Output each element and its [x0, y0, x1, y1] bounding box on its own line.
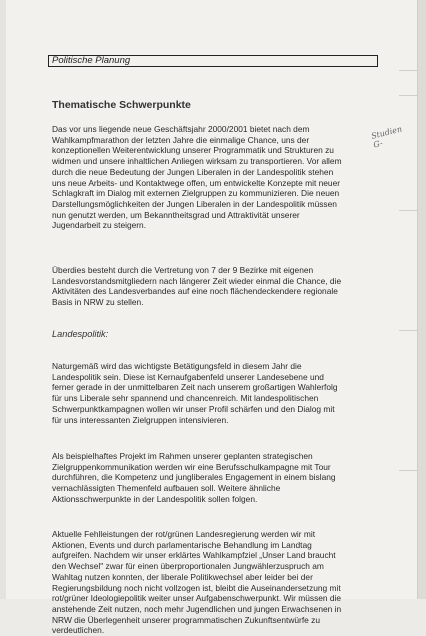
page-left-edge — [0, 0, 6, 599]
page-right-edge — [417, 0, 426, 599]
paragraph-regions: Überdies besteht durch die Vertretung von 7 der 9 Bezirke mit eigenen Landesvorstandsmitgliedern nach längerer Zeit wieder einmal die Chance, die Aktivitäten des Landesverbandes auf eine noch flächendeckendere regionale Basis in NRW zu stellen. — [52, 265, 342, 308]
handwritten-annotation: Studien G- — [370, 124, 403, 150]
bleed-through-line — [399, 330, 417, 331]
header-box — [48, 55, 378, 67]
paragraph-intro: Das vor uns liegende neue Geschäftsjahr 2000/2001 bietet nach dem Wahlkampfmarathon der letzten Jahre die einmalige Chance, uns der konzeptionellen Weiterentwicklung unserer Programmatik und Strukturen zu widmen und unsere inhaltlichen Anliegen wirksam zu transportieren. Vor allem durch die neue Bedeutung der Jungen Liberalen in der Landespolitik stehen uns neue Arbeits- und Kontaktwege offen, um entwickelte Konzepte mit neuer Schlagkraft im Dialog mit externen Zielgruppen zu kommunizieren. Die neuen Darstellungsmöglichkeiten der Jungen Liberalen in der Landespolitik müssen nun genutzt werden, um Bekanntheitsgrad und Attraktivität unserer Jugendarbeit zu steigern. — [52, 124, 342, 231]
bleed-through-line — [399, 470, 417, 471]
bleed-through-line — [399, 210, 417, 211]
bleed-through-line — [399, 70, 417, 71]
section-heading-landespolitik: Landespolitik: — [52, 329, 109, 339]
bleed-through-line — [399, 95, 417, 96]
paragraph-landespolitik: Naturgemäß wird das wichtigste Betätigungsfeld in diesem Jahr die Landespolitik sein. Diese ist Kernaufgabenfeld unserer Landesebene und ferner gerade in der unmittelbaren Zeit nach unserem großartigen Wahlerfolg für uns Liberale sehr spannend und chancenreich. Mit landespolitischen Schwerpunktkampagnen wollen wir unser Profil schärfen und den Dialog mit für uns interessanten Zielgruppen intensivieren. — [52, 361, 338, 425]
paragraph-project: Als beispielhaftes Projekt im Rahmen unserer geplanten strategischen Zielgruppenkommunikation werden wir eine Berufsschulkampagne mit Tour durchführen, die Kompetenz und jungliberales Engagement in einem bislang vernachlässigten Themenfeld aufbauen soll. Weitere ähnliche Aktionsschwerpunkte in der Landespolitik sollen folgen. — [52, 451, 336, 504]
header-title: Politische Planung — [52, 55, 131, 66]
page-heading: Thematische Schwerpunkte — [52, 99, 191, 111]
paragraph-government: Aktuelle Fehlleistungen der rot/grünen Landesregierung werden wir mit Aktionen, Events und durch parlamentarische Behandlung im Landtag aufgreifen. Nachdem wir unser erklärtes Wahlkampfziel „Unser Land braucht den Wechsel" zwar für einen überproportionalen Jungwählerzuspruch am Wahltag nutzen konnten, der liberale Politikwechsel aber leider bei der Regierungsbildung noch nicht vollzogen ist, bleibt die Auseinandersetzung mit rot/grüner Ideologiepolitik weiter unser Aufgabenschwerpunkt. Wir müssen die anstehende Zeit nutzen, noch mehr Jugendlichen und jungen Erwachsenen in NRW die Überlegenheit unserer programmatischen Zukunftsentwürfe zu verdeutlichen. — [52, 529, 342, 636]
